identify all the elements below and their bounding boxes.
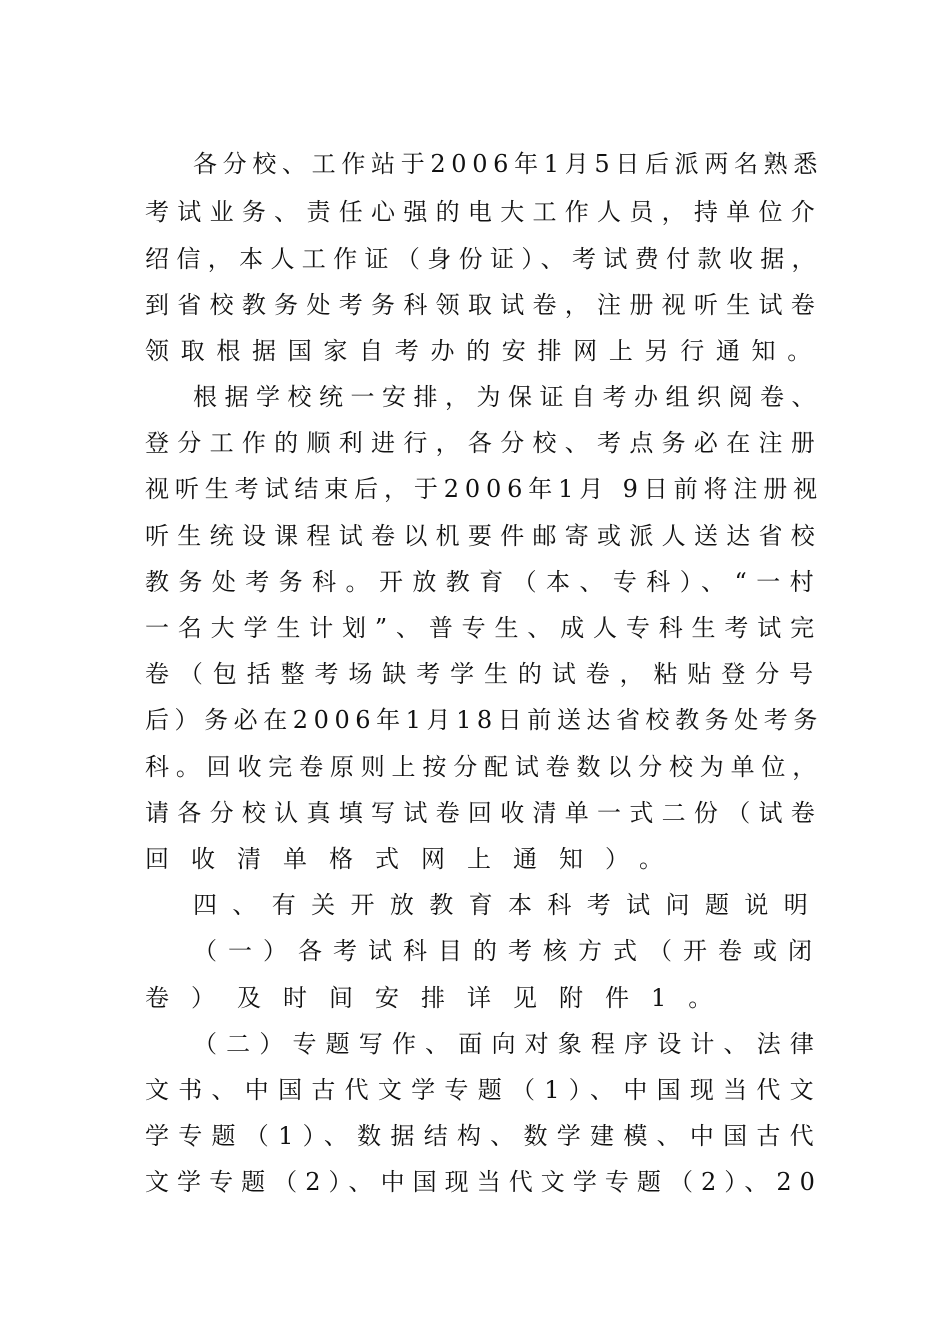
paragraph-line: 后）务必在2006年1月18日前送达省校教务处考务 xyxy=(145,706,823,734)
paragraph-line: 教务处考务科。开放教育（本、专科）、“一村 xyxy=(145,568,824,596)
paragraph-line: 回收清单格式网上通知）。 xyxy=(145,845,685,873)
paragraph-line: 文学专题（2）、中国现当代文学专题（2）、20 xyxy=(145,1168,823,1196)
paragraph-line: 卷）及时间安排详见附件1。 xyxy=(145,984,735,1012)
paragraph-line: 考试业务、责任心强的电大工作人员，持单位介 xyxy=(145,198,824,226)
paragraph-line: 听生统设课程试卷以机要件邮寄或派人送达省校 xyxy=(145,522,824,550)
paragraph-line: 卷（包括整考场缺考学生的试卷，粘贴登分号 xyxy=(145,660,823,688)
paragraph-line: 学专题（1）、数据结构、数学建模、中国古代 xyxy=(145,1122,823,1150)
paragraph-line: 科。回收完卷原则上按分配试卷数以分校为单位， xyxy=(145,753,824,781)
paragraph-line: 绍信，本人工作证（身份证）、考试费付款收据， xyxy=(145,245,823,273)
paragraph-line: 领取根据国家自考办的安排网上另行通知。 xyxy=(145,337,823,365)
section-heading: 四、有关开放教育本科考试问题说明 xyxy=(193,891,824,919)
paragraph-line: 登分工作的顺利进行，各分校、考点务必在注册 xyxy=(145,429,824,457)
paragraph-line: 请各分校认真填写试卷回收清单一式二份（试卷 xyxy=(145,799,824,827)
paragraph-line: 根据学校统一安排，为保证自考办组织阅卷、 xyxy=(193,383,823,411)
paragraph-line: 到省校教务处考务科领取试卷，注册视听生试卷 xyxy=(145,291,824,319)
paragraph-line: 各分校、工作站于2006年1月5日后派两名熟悉 xyxy=(193,150,824,178)
paragraph-line: 视听生考试结束后，于2006年1月 9日前将注册视 xyxy=(145,475,823,503)
paragraph-line: （二）专题写作、面向对象程序设计、法律 xyxy=(193,1030,824,1058)
paragraph-line: 文书、中国古代文学专题（1）、中国现当代文 xyxy=(145,1076,823,1104)
paragraph-line: （一）各考试科目的考核方式（开卷或闭 xyxy=(193,937,823,965)
paragraph-line: 一名大学生计划”、普专生、成人专科生考试完 xyxy=(145,614,823,642)
